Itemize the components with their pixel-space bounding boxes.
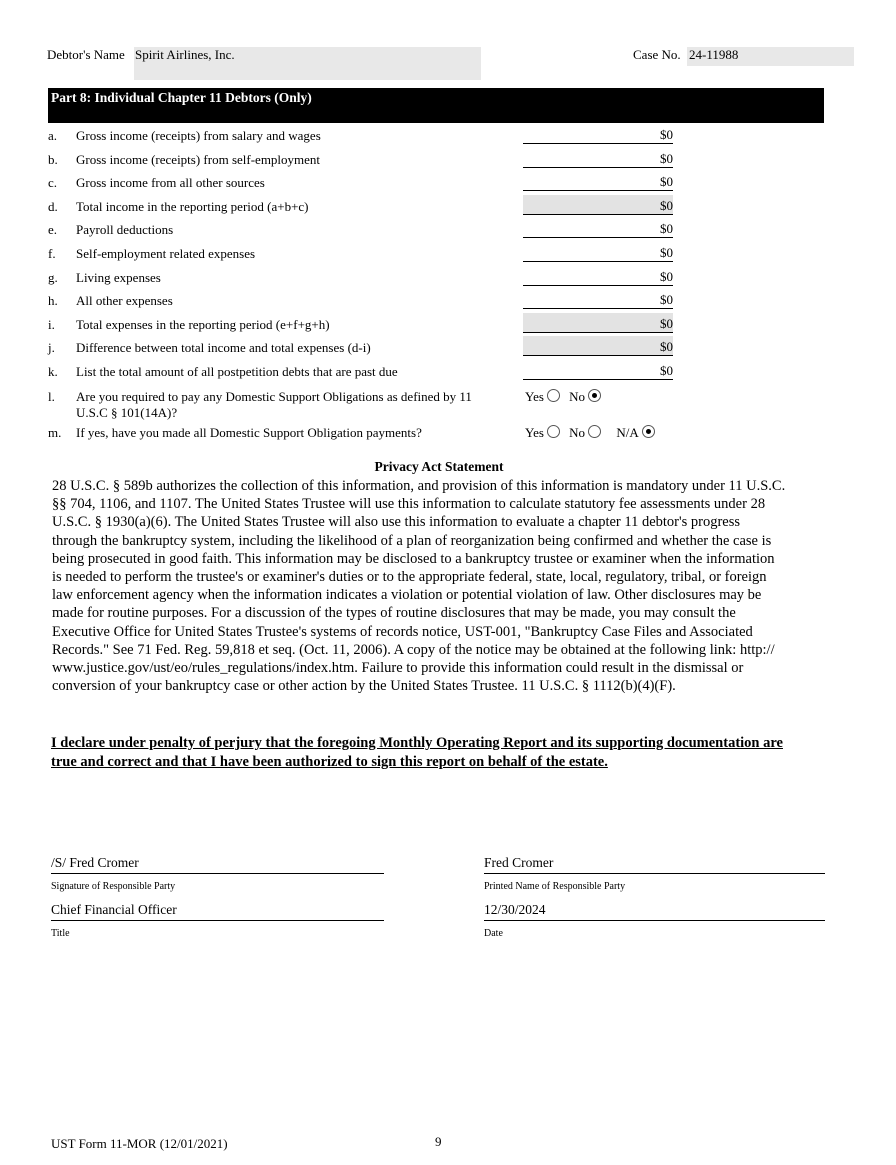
radio-yes[interactable] xyxy=(547,389,560,402)
radio-na[interactable] xyxy=(642,425,655,438)
privacy-line: www.justice.gov/ust/eo/rules_regulations/index.htm. Failure to provide this information could result in the dismissal or xyxy=(52,660,744,677)
line-value[interactable]: $0 xyxy=(523,124,673,144)
radio-no[interactable] xyxy=(588,389,601,402)
declaration: I declare under penalty of perjury that the foregoing Monthly Operating Report and its supporting documentation are true and correct and that I have been authorized to sign this report on behalf of the estate. xyxy=(51,735,783,770)
signature-caption: Signature of Responsible Party xyxy=(51,881,176,892)
privacy-line: made for routine purposes. For a discussion of the types of routine disclosures that may be made, you may consult the xyxy=(52,605,736,622)
line-label: Self-employment related expenses xyxy=(76,246,256,261)
no-label: No xyxy=(569,389,586,404)
title-caption: Title xyxy=(51,928,70,939)
question-text: If yes, have you made all Domestic Support Obligation payments? xyxy=(76,425,422,440)
yes-label: Yes xyxy=(525,425,544,440)
title-field[interactable]: Chief Financial Officer xyxy=(51,902,384,921)
privacy-line: §§ 704, 1106, and 1107. The United States Trustee will use this information to calculate statutory fee assessments under 28 xyxy=(52,496,766,513)
line-label: Gross income (receipts) from salary and wages xyxy=(76,128,321,143)
line-label: List the total amount of all postpetition debts that are past due xyxy=(76,364,398,379)
line-value[interactable]: $0 xyxy=(523,360,673,380)
line-letter: k. xyxy=(48,364,58,379)
line-letter: b. xyxy=(48,151,58,167)
privacy-line: Records." See 71 Fed. Reg. 59,818 et seq. (Oct. 11, 2006). A copy of the notice may be obtained at the following link: http:// xyxy=(52,641,775,658)
question-text: Are you required to pay any Domestic Support Obligations as defined by 11 U.S.C § 101(14A)? xyxy=(76,389,472,420)
line-value[interactable]: $0 xyxy=(523,289,673,309)
part-8-header: Part 8: Individual Chapter 11 Debtors (Only) xyxy=(48,88,824,123)
line-letter: j. xyxy=(48,340,55,356)
yes-label: Yes xyxy=(525,389,544,404)
radio-yes[interactable] xyxy=(547,425,560,438)
question-m xyxy=(48,425,678,447)
privacy-line: Executive Office for United States Trustee's systems of records notice, UST-001, "Bankruptcy Case Files and Associated xyxy=(52,623,753,640)
case-no-value: 24-11988 xyxy=(689,47,739,62)
debtor-name-label: Debtor's Name xyxy=(47,47,125,62)
question-l xyxy=(48,389,678,425)
printed-name-caption: Printed Name of Responsible Party xyxy=(484,881,626,892)
privacy-line: law enforcement agency when the information indicates a violation or potential violation of law. Other disclosures may be xyxy=(52,587,762,604)
line-label: Total income in the reporting period (a+b+c) xyxy=(76,198,309,214)
line-letter: d. xyxy=(48,198,58,214)
line-letter: c. xyxy=(48,175,58,191)
privacy-line: conversion of your bankruptcy case or other action by the United States Trustee. 11 U.S.C. § 1112(b)(4)(F). xyxy=(52,678,676,695)
date-field[interactable]: 12/30/2024 xyxy=(484,902,825,921)
line-item-k xyxy=(48,364,678,386)
line-value[interactable]: $0 xyxy=(523,336,673,356)
na-label: N/A xyxy=(616,425,639,440)
privacy-title: Privacy Act Statement xyxy=(374,459,504,474)
debtor-name-field[interactable] xyxy=(134,47,481,80)
privacy-line: being prosecuted in good faith. This information may be disclosed to a bankruptcy trustee or examiner when the information xyxy=(52,550,775,567)
line-value[interactable]: $0 xyxy=(523,171,673,191)
line-value[interactable]: $0 xyxy=(523,266,673,286)
debtor-name-value: Spirit Airlines, Inc. xyxy=(135,47,235,62)
line-value[interactable]: $0 xyxy=(523,195,673,215)
date-caption: Date xyxy=(484,928,503,939)
privacy-line: U.S.C. § 1930(a)(6). The United States Trustee will also use this information to evaluate a chapter 11 debtor's progress xyxy=(52,514,741,531)
line-letter: a. xyxy=(48,128,58,143)
line-label: Total expenses in the reporting period (e+f+g+h) xyxy=(76,316,330,332)
line-value[interactable]: $0 xyxy=(523,313,673,333)
line-value[interactable]: $0 xyxy=(523,148,673,168)
line-label: All other expenses xyxy=(76,293,173,309)
line-letter: h. xyxy=(48,293,58,309)
line-label: Payroll deductions xyxy=(76,222,174,238)
question-m-options xyxy=(525,425,661,441)
line-letter: i. xyxy=(48,316,55,332)
form-id: UST Form 11-MOR (12/01/2021) xyxy=(51,1136,228,1151)
question-l-options xyxy=(525,389,607,405)
line-label: Gross income from all other sources xyxy=(76,175,265,191)
line-label: Living expenses xyxy=(76,269,161,285)
line-value[interactable]: $0 xyxy=(523,242,673,262)
page-number: 9 xyxy=(435,1134,442,1149)
line-letter: e. xyxy=(48,222,58,238)
printed-name-field[interactable]: Fred Cromer xyxy=(484,855,825,874)
question-letter: m. xyxy=(48,425,62,440)
line-value[interactable]: $0 xyxy=(523,218,673,238)
privacy-line: through the bankruptcy system, including the likelihood of a plan of reorganization being confirmed and whether the case is xyxy=(52,532,772,549)
case-no-label: Case No. xyxy=(633,47,681,62)
privacy-line: 28 U.S.C. § 589b authorizes the collection of this information, and provision of this information is mandatory under 11 U.S.C. xyxy=(52,478,786,494)
no-label: No xyxy=(569,425,586,440)
privacy-line: is needed to perform the trustee's or examiner's duties or to the appropriate federal, state, local, regulatory, tribal, or foreign xyxy=(52,569,767,586)
radio-no[interactable] xyxy=(588,425,601,438)
line-letter: f. xyxy=(48,246,56,261)
signature-field[interactable]: /S/ Fred Cromer xyxy=(51,855,384,874)
case-no-field[interactable] xyxy=(687,47,854,66)
line-label: Difference between total income and total expenses (d-i) xyxy=(76,340,371,356)
question-letter: l. xyxy=(48,389,55,404)
line-label: Gross income (receipts) from self-employment xyxy=(76,151,321,167)
privacy-statement xyxy=(52,477,832,695)
line-letter: g. xyxy=(48,269,58,285)
